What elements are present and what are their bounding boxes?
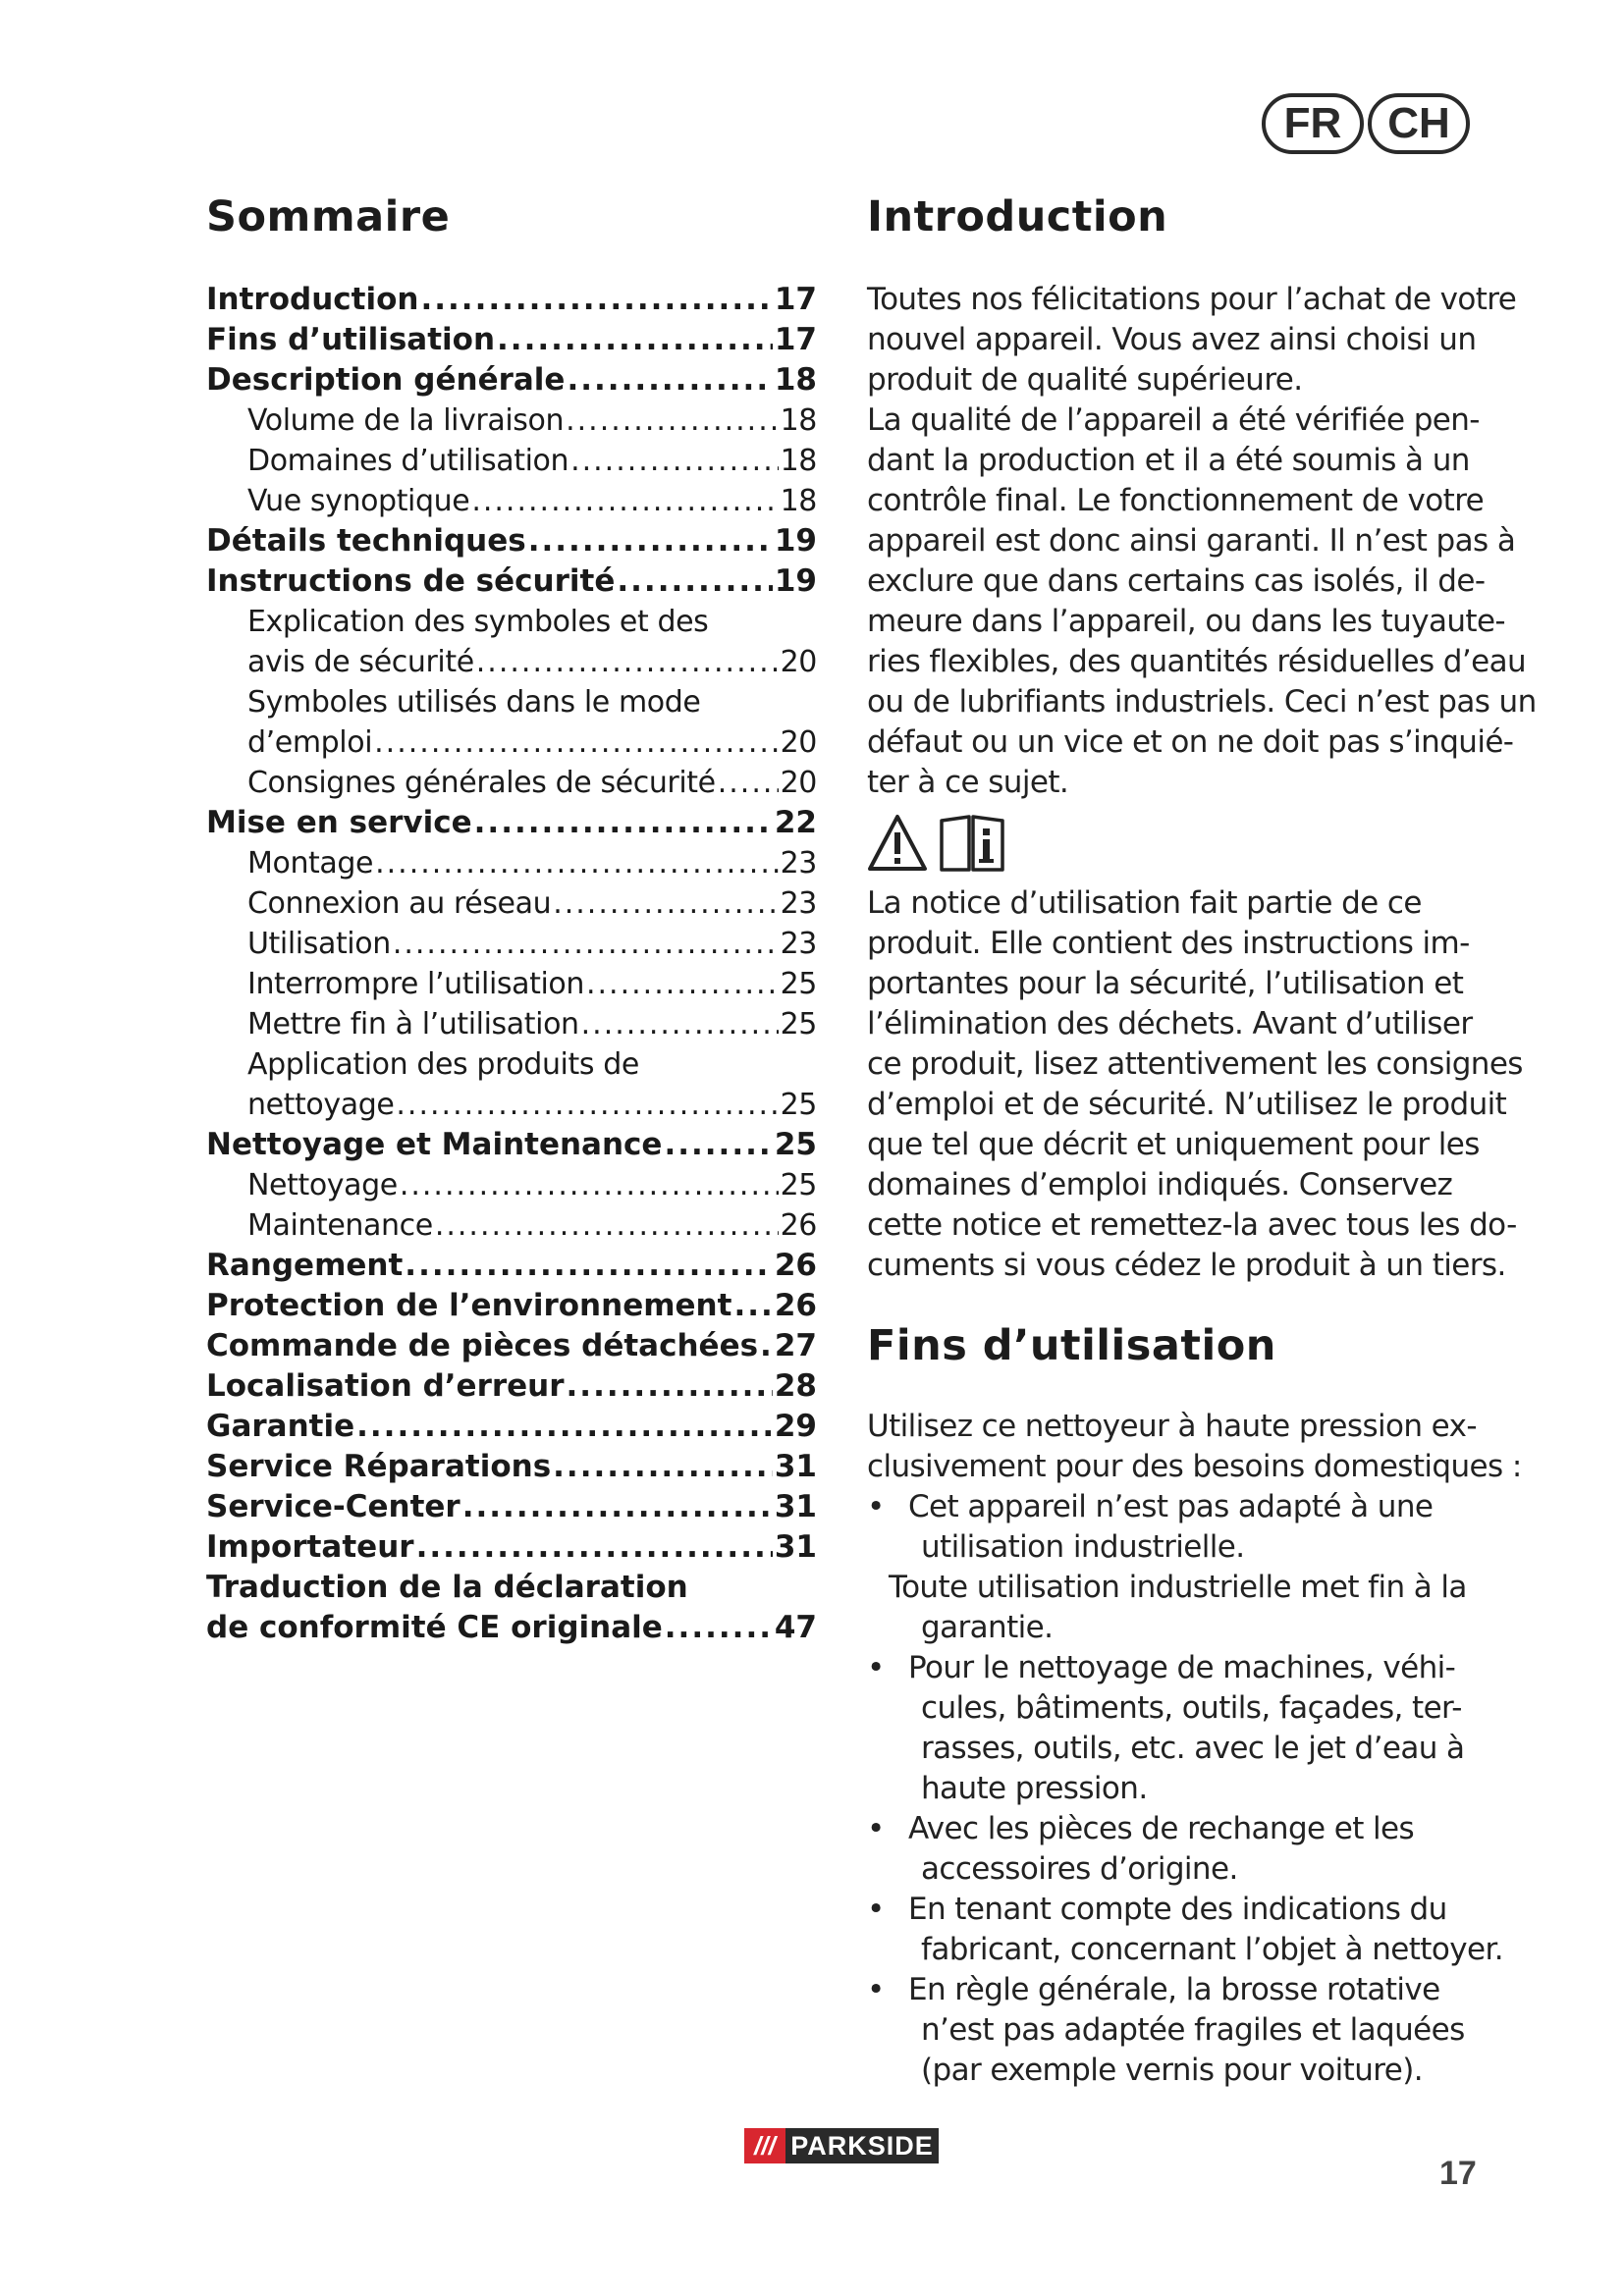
- toc-entry-title: Symboles utilisés dans le mode: [247, 685, 701, 720]
- toc-entry-title: d’emploi: [247, 725, 373, 760]
- toc-entry: [206, 682, 817, 722]
- toc-entry-page: 19: [774, 523, 817, 559]
- toc-entry: [206, 1568, 817, 1608]
- toc-leader-dots: [476, 642, 779, 682]
- toc-entry: [206, 1246, 817, 1286]
- bullet-line: n’est pas adaptée fragiles et laquées: [921, 2012, 1465, 2048]
- toc-entry-title: Instructions de sécurité: [206, 563, 616, 599]
- bullet-line: utilisation industrielle.: [921, 1529, 1245, 1565]
- toc-entry-title: Rangement: [206, 1248, 404, 1283]
- page-number: 17: [1439, 2155, 1477, 2192]
- toc-entry: [206, 521, 817, 561]
- toc-entry-page: 25: [780, 1007, 817, 1041]
- toc-leader-dots: [617, 561, 773, 602]
- toc-entry: [206, 561, 817, 602]
- toc-entry-page: 20: [780, 645, 817, 679]
- toc-leader-dots: [570, 441, 779, 481]
- toc-leader-dots: [733, 1286, 772, 1326]
- toc-entry-page: 18: [780, 444, 817, 478]
- paragraph-line: Utilisez ce nettoyeur à haute pression ex-: [867, 1409, 1477, 1444]
- toc-entry-title: Introduction: [206, 282, 419, 317]
- bullet-dot-icon: •: [867, 1650, 885, 1685]
- bullet-dot-icon: •: [867, 1811, 885, 1846]
- toc-entry-page: 23: [780, 886, 817, 921]
- bullet-dot-icon: •: [867, 1892, 885, 1927]
- toc-entry-page: 26: [780, 1208, 817, 1243]
- toc-entry-title: Explication des symboles et des: [247, 605, 709, 639]
- toc-entry-page: 18: [780, 403, 817, 438]
- paragraph-line: meure dans l’appareil, ou dans les tuyaute-: [867, 604, 1506, 639]
- toc-entry-page: 23: [780, 846, 817, 881]
- toc-leader-dots: [553, 1447, 773, 1487]
- toc-title: Sommaire: [206, 192, 451, 241]
- toc-entry-title: Application des produits de: [247, 1047, 639, 1082]
- toc-entry-title: Protection de l’environnement: [206, 1288, 732, 1323]
- paragraph-line: l’élimination des déchets. Avant d’utiliser: [867, 1006, 1473, 1041]
- toc-entry-title: Importateur: [206, 1529, 414, 1565]
- toc-entry-title: Utilisation: [247, 927, 391, 961]
- toc-entry-title: de conformité CE originale: [206, 1610, 663, 1645]
- bullet-line: rasses, outils, etc. avec le jet d’eau à: [921, 1731, 1465, 1766]
- toc-leader-dots: [586, 964, 779, 1004]
- toc-entry-title: Consignes générales de sécurité: [247, 766, 716, 800]
- toc-entry-page: 18: [780, 484, 817, 518]
- toc-entry-page: 23: [780, 927, 817, 961]
- bullet-item: [867, 1809, 1495, 1890]
- paragraph-line: portantes pour la sécurité, l’utilisation et: [867, 966, 1464, 1001]
- toc-entry-title: avis de sécurité: [247, 645, 474, 679]
- fins-title: Fins d’utilisation: [867, 1321, 1276, 1370]
- paragraph-line: ries flexibles, des quantités résiduelles d’eau: [867, 644, 1527, 679]
- toc-entry-page: 25: [780, 1088, 817, 1122]
- warning-triangle-icon: [867, 813, 928, 874]
- logo-stripes-mark: ///: [744, 2128, 785, 2163]
- paragraph-line: clusivement pour des besoins domestiques :: [867, 1449, 1522, 1484]
- toc-entry-title: Mettre fin à l’utilisation: [247, 1007, 579, 1041]
- introduction-paragraph-2: [867, 883, 1523, 1286]
- toc-entry: [206, 400, 817, 441]
- toc-entry-title: Nettoyage et Maintenance: [206, 1127, 663, 1162]
- bullet-dot-icon: •: [867, 1489, 885, 1524]
- toc-leader-dots: [471, 481, 778, 521]
- toc-entry: [206, 843, 817, 883]
- toc-leader-dots: [400, 1165, 779, 1205]
- introduction-paragraph-1: [867, 280, 1537, 803]
- toc-entry-title: nettoyage: [247, 1088, 395, 1122]
- paragraph-line: ce produit, lisez attentivement les consignes: [867, 1046, 1523, 1082]
- paragraph-line: exclure que dans certains cas isolés, il de-: [867, 563, 1486, 599]
- paragraph-line: Toutes nos félicitations pour l’achat de votre: [867, 282, 1517, 317]
- toc-entry-title: Connexion au réseau: [247, 886, 552, 921]
- bullet-item: [867, 1970, 1495, 2091]
- toc-entry-page: 47: [774, 1610, 817, 1645]
- bullet-line: Pour le nettoyage de machines, véhi-: [908, 1650, 1456, 1685]
- toc-entry: [206, 964, 817, 1004]
- toc-entry-title: Volume de la livraison: [247, 403, 565, 438]
- table-of-contents: [206, 280, 817, 1648]
- logo-brand-name: PARKSIDE: [790, 2130, 934, 2161]
- toc-entry-title: Montage: [247, 846, 374, 881]
- toc-entry: [206, 1286, 817, 1326]
- bullet-item: [867, 1890, 1503, 1970]
- toc-entry: [206, 1326, 817, 1366]
- bullet-line: accessoires d’origine.: [921, 1851, 1238, 1887]
- toc-entry-title: Mise en service: [206, 805, 472, 840]
- toc-entry-title: Interrompre l’utilisation: [247, 967, 584, 1001]
- toc-leader-dots: [567, 1366, 773, 1407]
- toc-entry: [206, 642, 817, 682]
- toc-entry: [206, 1407, 817, 1447]
- lang-badge-fr: FR: [1262, 93, 1364, 154]
- toc-entry-title: Vue synoptique: [247, 484, 470, 518]
- toc-leader-dots: [405, 1246, 773, 1286]
- bullet-line: fabricant, concernant l’objet à nettoyer.: [921, 1932, 1503, 1967]
- toc-entry: [206, 1165, 817, 1205]
- note-line: garantie.: [921, 1610, 1054, 1645]
- toc-entry: [206, 320, 817, 360]
- toc-entry-page: 18: [774, 362, 817, 398]
- toc-entry-title: Service Réparations: [206, 1449, 552, 1484]
- toc-entry: [206, 280, 817, 320]
- paragraph-line: produit. Elle contient des instructions im-: [867, 926, 1470, 961]
- paragraph-line: La notice d’utilisation fait partie de ce: [867, 885, 1422, 921]
- note-line: Toute utilisation industrielle met fin à la: [889, 1570, 1467, 1605]
- toc-leader-dots: [528, 521, 773, 561]
- toc-entry-page: 20: [780, 725, 817, 760]
- toc-entry-title: Service-Center: [206, 1489, 460, 1524]
- toc-entry-title: Localisation d’erreur: [206, 1368, 565, 1404]
- toc-entry: [206, 481, 817, 521]
- toc-entry-page: 26: [774, 1288, 817, 1323]
- toc-entry-page: 26: [774, 1248, 817, 1283]
- bullet-line: haute pression.: [921, 1771, 1148, 1806]
- paragraph-line: appareil est donc ainsi garanti. Il n’est pas à: [867, 523, 1516, 559]
- bullet-line: (par exemple vernis pour voiture).: [921, 2053, 1423, 2088]
- toc-leader-dots: [393, 924, 779, 964]
- toc-entry-page: 17: [774, 322, 817, 357]
- toc-leader-dots: [581, 1004, 779, 1044]
- bullet-item: [867, 1487, 1495, 1568]
- language-badges: [1262, 93, 1470, 154]
- toc-entry-title: Détails techniques: [206, 523, 526, 559]
- toc-entry-page: 31: [774, 1489, 817, 1524]
- toc-entry-page: 20: [780, 766, 817, 800]
- toc-entry-title: Description générale: [206, 362, 566, 398]
- toc-leader-dots: [553, 883, 778, 924]
- toc-entry-page: 31: [774, 1529, 817, 1565]
- toc-entry: [206, 1205, 817, 1246]
- toc-leader-dots: [374, 722, 778, 763]
- toc-entry: [206, 1044, 817, 1085]
- lang-badge-ch: CH: [1368, 93, 1470, 154]
- toc-entry-page: 27: [774, 1328, 817, 1363]
- paragraph-line: dant la production et il a été soumis à un: [867, 443, 1470, 478]
- toc-entry-title: Domaines d’utilisation: [247, 444, 569, 478]
- bullet-line: Avec les pièces de rechange et les: [908, 1811, 1415, 1846]
- toc-leader-dots: [435, 1205, 779, 1246]
- toc-entry: [206, 763, 817, 803]
- toc-leader-dots: [356, 1407, 773, 1447]
- toc-entry-page: 19: [774, 563, 817, 599]
- toc-entry-title: Fins d’utilisation: [206, 322, 496, 357]
- bullet-dot-icon: •: [867, 1972, 885, 2007]
- paragraph-line: produit de qualité supérieure.: [867, 362, 1303, 398]
- toc-entry-page: 25: [774, 1127, 817, 1162]
- toc-entry-page: 25: [780, 1168, 817, 1202]
- toc-leader-dots: [462, 1487, 773, 1527]
- toc-entry: [206, 924, 817, 964]
- toc-entry: [206, 602, 817, 642]
- paragraph-line: ter à ce sujet.: [867, 765, 1069, 800]
- fins-body: [867, 1407, 1522, 2091]
- toc-leader-dots: [474, 803, 773, 843]
- paragraph-line: domaines d’emploi indiqués. Conservez: [867, 1167, 1453, 1202]
- bullet-line: En tenant compte des indications du: [908, 1892, 1447, 1927]
- toc-leader-dots: [718, 763, 779, 803]
- bullet-line: En règle générale, la brosse rotative: [908, 1972, 1440, 2007]
- bullet-item: [867, 1648, 1495, 1809]
- paragraph-line: contrôle final. Le fonctionnement de votre: [867, 483, 1485, 518]
- toc-entry: [206, 1366, 817, 1407]
- toc-entry-title: Maintenance: [247, 1208, 433, 1243]
- toc-leader-dots: [497, 320, 773, 360]
- toc-entry: [206, 1085, 817, 1125]
- paragraph-line: cette notice et remettez-la avec tous les do-: [867, 1207, 1517, 1243]
- bullet-line: cules, bâtiments, outils, façades, ter-: [921, 1690, 1462, 1726]
- toc-entry: [206, 360, 817, 400]
- toc-entry-title: Garantie: [206, 1409, 355, 1444]
- toc-entry-page: 22: [774, 805, 817, 840]
- toc-entry-page: 17: [774, 282, 817, 317]
- usage-note: [867, 1568, 1495, 1648]
- toc-leader-dots: [567, 360, 772, 400]
- paragraph-line: d’emploi et de sécurité. N’utilisez le produit: [867, 1087, 1507, 1122]
- toc-entry-title: Traduction de la déclaration: [206, 1570, 688, 1605]
- toc-entry-page: 31: [774, 1449, 817, 1484]
- paragraph-line: défaut ou un vice et on ne doit pas s’inquié-: [867, 724, 1514, 760]
- toc-leader-dots: [375, 843, 779, 883]
- toc-entry: [206, 1447, 817, 1487]
- warning-icons: [867, 813, 1006, 874]
- bullet-line: Cet appareil n’est pas adapté à une: [908, 1489, 1434, 1524]
- paragraph-line: ou de lubrifiants industriels. Ceci n’est pas un: [867, 684, 1537, 720]
- toc-entry: [206, 1004, 817, 1044]
- paragraph-line: que tel que décrit et uniquement pour les: [867, 1127, 1480, 1162]
- toc-entry: [206, 722, 817, 763]
- toc-leader-dots: [420, 280, 772, 320]
- toc-entry: [206, 1608, 817, 1648]
- manual-book-icon: [938, 813, 1006, 874]
- paragraph-line: La qualité de l’appareil a été vérifiée pen-: [867, 402, 1480, 438]
- toc-entry: [206, 803, 817, 843]
- toc-entry-page: 29: [774, 1409, 817, 1444]
- toc-leader-dots: [665, 1608, 773, 1648]
- toc-entry-page: 28: [774, 1368, 817, 1404]
- paragraph-line: cuments si vous cédez le produit à un tiers.: [867, 1248, 1506, 1283]
- toc-entry: [206, 883, 817, 924]
- introduction-title: Introduction: [867, 192, 1168, 241]
- toc-entry-title: Nettoyage: [247, 1168, 398, 1202]
- toc-entry: [206, 441, 817, 481]
- paragraph-line: nouvel appareil. Vous avez ainsi choisi un: [867, 322, 1477, 357]
- toc-leader-dots: [760, 1326, 773, 1366]
- toc-leader-dots: [396, 1085, 778, 1125]
- toc-entry: [206, 1487, 817, 1527]
- toc-entry-title: Commande de pièces détachées: [206, 1328, 759, 1363]
- toc-leader-dots: [664, 1125, 772, 1165]
- parkside-logo: [744, 2128, 939, 2163]
- toc-leader-dots: [566, 400, 779, 441]
- toc-entry-page: 25: [780, 967, 817, 1001]
- toc-entry: [206, 1527, 817, 1568]
- toc-leader-dots: [416, 1527, 773, 1568]
- toc-entry: [206, 1125, 817, 1165]
